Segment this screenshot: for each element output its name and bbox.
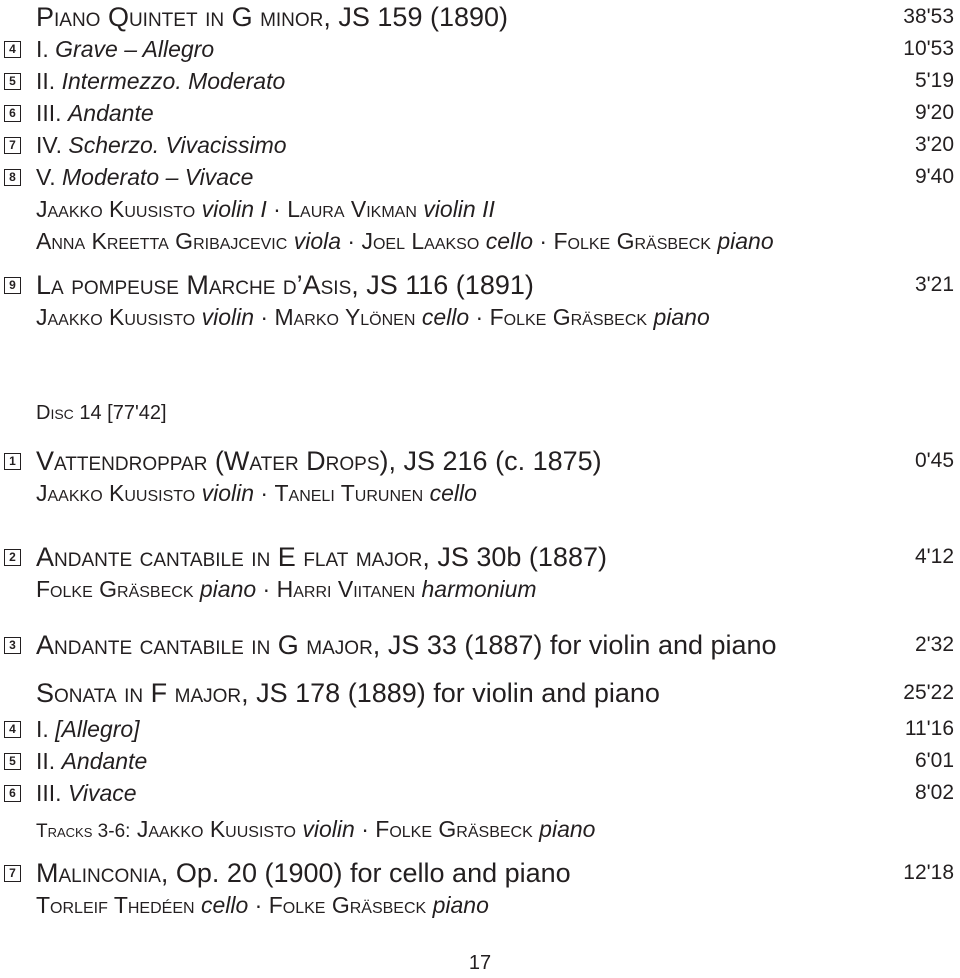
- work-title: La pompeuse Marche d’Asis,: [36, 270, 359, 300]
- performer-name: Jaakko Kuusisto: [36, 196, 196, 222]
- track-number: 7: [4, 865, 21, 882]
- performer-name: Folke Gräsbeck: [553, 228, 711, 254]
- listing-row-perf: [0, 226, 960, 260]
- performer-instrument: violin: [302, 816, 355, 842]
- movement-number: V.: [36, 164, 56, 190]
- track-number: 9: [4, 277, 21, 294]
- row-text: [36, 858, 571, 888]
- tracks-prefix: Tracks 3-6:: [36, 821, 131, 842]
- duration: 5'19: [914, 69, 954, 92]
- movement-number: II.: [36, 748, 56, 774]
- performer-instrument: violin II: [423, 196, 495, 222]
- separator-dot: ·: [248, 892, 269, 918]
- performer-instrument: cello: [421, 304, 470, 330]
- performer-name: Anna Kreetta Gribajcevic: [36, 228, 288, 254]
- row-text: [36, 162, 253, 192]
- track-number: 3: [4, 637, 21, 654]
- separator-dot: ·: [266, 196, 288, 222]
- performer-name: Folke Gräsbeck: [375, 816, 533, 842]
- row-text: [36, 746, 147, 776]
- listing-row-title: [0, 446, 960, 480]
- disc-time: [77'42]: [107, 402, 167, 424]
- work-catalog: JS 33 (1887) for violin and piano: [380, 630, 777, 660]
- listing-row-mvt: [0, 714, 960, 748]
- duration: 9'20: [914, 101, 954, 124]
- movement-number: II.: [36, 68, 56, 94]
- movement-number: I.: [36, 716, 49, 742]
- movement-number: III.: [36, 100, 62, 126]
- row-text: [36, 630, 777, 660]
- row-text: [36, 398, 167, 428]
- work-title: Andante cantabile in G major,: [36, 630, 381, 660]
- row-text: [36, 574, 537, 604]
- movement-tempo: [Allegro]: [55, 716, 140, 742]
- duration: 10'53: [903, 37, 954, 60]
- duration: 0'45: [914, 449, 954, 472]
- listing-row-mvt: [0, 778, 960, 812]
- row-text: [36, 478, 477, 508]
- performer-instrument: violin: [201, 480, 255, 506]
- listing-row-mvt: [0, 746, 960, 780]
- separator-dot: ·: [469, 304, 490, 330]
- listing-row-disc: [0, 398, 960, 432]
- duration: 11'16: [904, 717, 954, 740]
- work-catalog: JS 159 (1890): [330, 2, 509, 32]
- duration: 4'12: [914, 545, 954, 568]
- performer-instrument: piano: [432, 892, 489, 918]
- performer-instrument: piano: [717, 228, 774, 254]
- disc-label: Disc 14: [36, 402, 102, 424]
- duration: 12'18: [903, 861, 954, 884]
- separator-dot: ·: [254, 480, 275, 506]
- movement-tempo: Grave – Allegro: [55, 36, 215, 62]
- work-title: Vattendroppar (Water Drops),: [36, 446, 397, 476]
- track-number: 2: [4, 549, 21, 566]
- movement-tempo: Andante: [67, 100, 154, 126]
- performer-name: Jaakko Kuusisto: [36, 304, 196, 330]
- duration: 38'53: [903, 5, 954, 28]
- listing-row-title: [0, 858, 960, 892]
- performer-name: Laura Vikman: [287, 196, 417, 222]
- row-text: [36, 678, 660, 708]
- track-number: 7: [4, 137, 21, 154]
- movement-number: III.: [36, 780, 62, 806]
- duration: 3'20: [914, 133, 954, 156]
- work-title: Malinconia,: [36, 858, 169, 888]
- work-catalog: JS 30b (1887): [429, 542, 607, 572]
- work-catalog: JS 216 (c. 1875): [396, 446, 602, 476]
- work-catalog: JS 178 (1889) for violin and piano: [248, 678, 660, 708]
- work-title: Andante cantabile in E flat major,: [36, 542, 430, 572]
- listing-row-title: [0, 270, 960, 304]
- movement-number: IV.: [36, 132, 63, 158]
- performer-name: Marko Ylönen: [274, 304, 416, 330]
- movement-tempo: Intermezzo. Moderato: [61, 68, 286, 94]
- separator-dot: ·: [341, 228, 362, 254]
- listing-row-title: [0, 630, 960, 664]
- listing-row-mvt: [0, 162, 960, 196]
- performer-instrument: cello: [485, 228, 534, 254]
- track-number: 6: [4, 105, 21, 122]
- performer-name: Torleif Thedéen: [36, 892, 195, 918]
- track-number: 5: [4, 73, 21, 90]
- listing-row-perf: [0, 814, 960, 848]
- movement-tempo: Vivace: [67, 780, 137, 806]
- performer-instrument: violin I: [201, 196, 267, 222]
- movement-tempo: Moderato – Vivace: [62, 164, 254, 190]
- work-catalog: JS 116 (1891): [358, 270, 534, 300]
- row-text: [36, 270, 534, 300]
- performer-name: Folke Gräsbeck: [489, 304, 648, 330]
- listing-row-perf: [0, 478, 960, 512]
- separator-dot: ·: [254, 304, 275, 330]
- movement-number: I.: [36, 36, 49, 62]
- listing-row-mvt: [0, 34, 960, 68]
- row-text: [36, 778, 137, 808]
- performer-instrument: violin: [201, 304, 255, 330]
- work-title: Sonata in F major,: [36, 678, 249, 708]
- row-text: [36, 542, 607, 572]
- movement-tempo: Scherzo. Vivacissimo: [68, 132, 287, 158]
- performer-name: Jaakko Kuusisto: [136, 816, 297, 842]
- separator-dot: ·: [256, 576, 277, 602]
- performer-name: Taneli Turunen: [274, 480, 424, 506]
- duration: 3'21: [914, 273, 954, 296]
- listing-row-perf: [0, 302, 960, 336]
- listing-row-perf: [0, 574, 960, 608]
- row-text: [36, 890, 489, 920]
- performer-name: Harri Viitanen: [276, 576, 416, 602]
- listing-row-title: [0, 542, 960, 576]
- performer-name: Folke Gräsbeck: [268, 892, 427, 918]
- performer-name: Folke Gräsbeck: [36, 576, 194, 602]
- track-number: 4: [4, 41, 21, 58]
- separator-dot: ·: [354, 816, 376, 842]
- row-text: [36, 98, 154, 128]
- listing-row-mvt: [0, 130, 960, 164]
- row-text: [36, 194, 495, 224]
- duration: 25'22: [903, 681, 954, 704]
- row-text: [36, 130, 287, 160]
- performer-instrument: viola: [293, 228, 342, 254]
- performer-instrument: cello: [429, 480, 477, 506]
- movement-tempo: Andante: [61, 748, 148, 774]
- separator-dot: ·: [533, 228, 554, 254]
- track-number: 1: [4, 453, 21, 470]
- work-catalog: Op. 20 (1900) for cello and piano: [168, 858, 571, 888]
- listing-row-title: [0, 678, 960, 712]
- row-text: [36, 66, 285, 96]
- listing-row-mvt: [0, 98, 960, 132]
- track-number: 5: [4, 753, 21, 770]
- performer-name: Jaakko Kuusisto: [36, 480, 196, 506]
- performer-instrument: piano: [653, 304, 710, 330]
- row-text: [36, 2, 508, 32]
- duration: 6'01: [914, 749, 954, 772]
- performer-instrument: piano: [539, 816, 596, 842]
- row-text: [36, 714, 140, 744]
- row-text: [36, 302, 710, 332]
- work-title: Piano Quintet in G minor,: [36, 2, 331, 32]
- listing-row-perf: [0, 890, 960, 924]
- performer-instrument: harmonium: [421, 576, 537, 602]
- performer-instrument: piano: [199, 576, 257, 602]
- track-number: 4: [4, 721, 21, 738]
- duration: 9'40: [914, 165, 954, 188]
- listing-row-mvt: [0, 66, 960, 100]
- performer-name: Joel Laakso: [361, 228, 480, 254]
- duration: 2'32: [914, 633, 954, 656]
- track-number: 6: [4, 785, 21, 802]
- row-text: [36, 34, 214, 64]
- row-text: [36, 446, 602, 476]
- performer-instrument: cello: [200, 892, 249, 918]
- row-text: [36, 814, 595, 847]
- listing-row-title: [0, 2, 960, 36]
- row-text: [36, 226, 774, 256]
- track-number: 8: [4, 169, 21, 186]
- duration: 8'02: [914, 781, 954, 804]
- page-number: 17: [468, 952, 492, 974]
- listing-row-perf: [0, 194, 960, 228]
